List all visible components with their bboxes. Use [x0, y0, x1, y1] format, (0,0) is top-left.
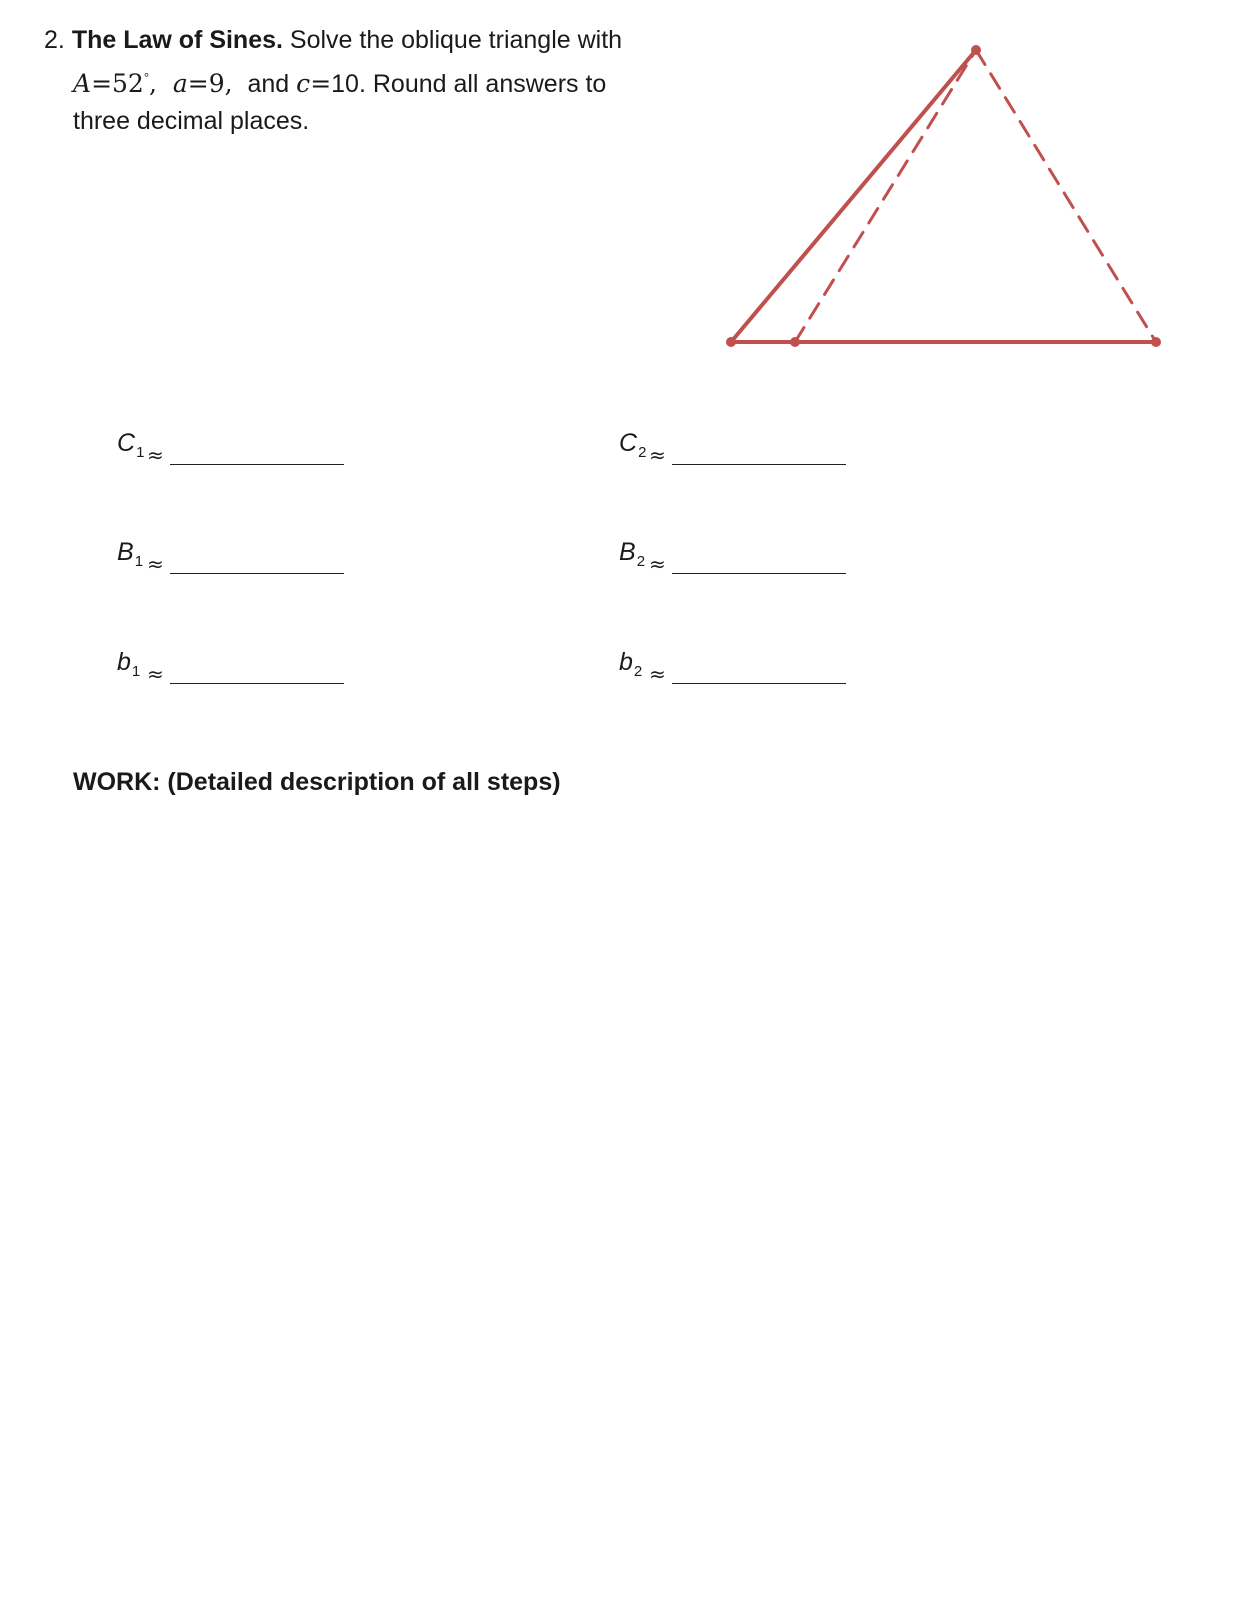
- answer-var: $b_2$: [619, 648, 643, 680]
- problem-title: The Law of Sines.: [71, 26, 283, 54]
- approx-symbol: ≈: [147, 662, 164, 686]
- vertex-base-inner: [790, 337, 800, 347]
- work-heading: WORK: (Detailed description of all steps): [73, 768, 561, 796]
- given-angle-var: A: [73, 69, 92, 98]
- approx-symbol: ≈: [649, 552, 666, 576]
- answer-b1: [117, 648, 357, 692]
- side-right-dashed: [976, 50, 1156, 342]
- triangle-diagram: [0, 0, 1258, 400]
- answer-var: $C_1$: [117, 429, 145, 461]
- answer-b2: [619, 648, 859, 692]
- problem-line-2: A=52°, a=9, and c=10. Round all answers to: [73, 69, 607, 98]
- answer-C2: [619, 429, 859, 473]
- answer-blank-b2[interactable]: [672, 682, 846, 684]
- side-inner-dashed: [795, 50, 976, 342]
- answer-blank-C2[interactable]: [672, 463, 846, 465]
- problem-intro: Solve the oblique triangle with: [289, 26, 623, 54]
- answer-blank-B1[interactable]: [170, 572, 344, 574]
- vertex-base-left: [726, 337, 736, 347]
- given-side-c-var: c: [296, 69, 311, 98]
- answer-var: $B_1$: [117, 538, 144, 570]
- approx-symbol: ≈: [649, 662, 666, 686]
- approx-symbol: ≈: [147, 443, 164, 467]
- approx-symbol: ≈: [147, 552, 164, 576]
- given-side-c-value: 10: [331, 70, 359, 98]
- degree-mark: °: [143, 70, 150, 85]
- answer-var: $b_1$: [117, 648, 141, 680]
- and-word: and: [247, 70, 290, 98]
- instruction-part1: Round all answers to: [372, 70, 607, 98]
- answer-var: $C_2$: [619, 429, 647, 461]
- problem-number: 2.: [44, 26, 65, 54]
- instruction-part2: three decimal places.: [73, 107, 310, 135]
- answer-var: $B_2$: [619, 538, 646, 570]
- given-side-a-value: 9: [208, 69, 225, 98]
- given-angle-value: 52: [112, 69, 144, 98]
- answer-C1: [117, 429, 357, 473]
- answer-B2: [619, 538, 859, 582]
- given-side-a-var: a: [172, 69, 188, 98]
- answer-blank-C1[interactable]: [170, 463, 344, 465]
- answer-B1: [117, 538, 357, 582]
- approx-symbol: ≈: [649, 443, 666, 467]
- answer-blank-B2[interactable]: [672, 572, 846, 574]
- answer-blank-b1[interactable]: [170, 682, 344, 684]
- vertex-base-right: [1151, 337, 1161, 347]
- side-left-solid: [731, 50, 976, 342]
- vertex-top: [971, 45, 981, 55]
